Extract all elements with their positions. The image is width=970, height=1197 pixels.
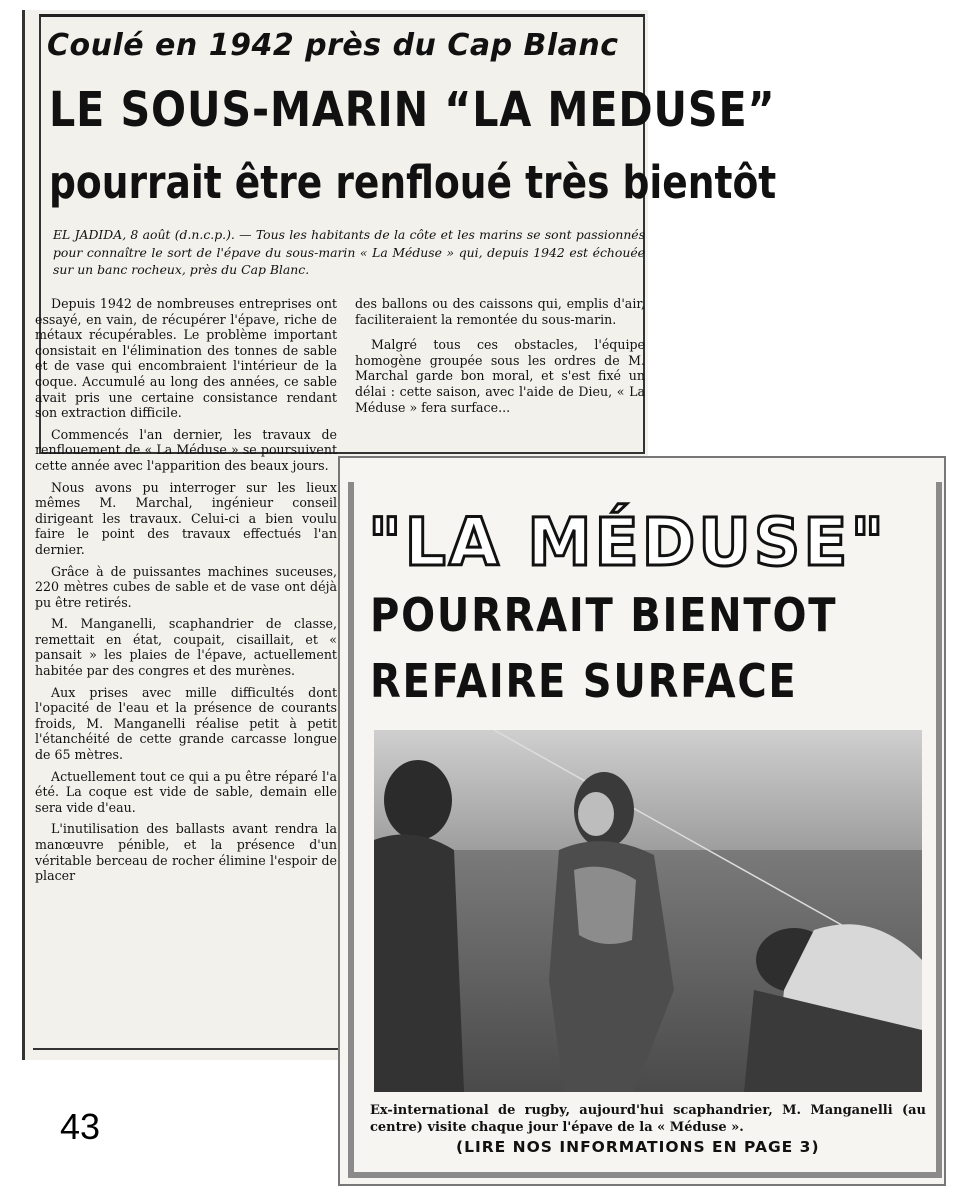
paragraph: des ballons ou des caissons qui, emplis d'air, faciliteraient la remontée du sous-marin. — [355, 296, 645, 327]
photo-illustration — [374, 730, 922, 1092]
column-divider — [33, 1048, 345, 1050]
article-lead: EL JADIDA, 8 août (d.n.c.p.). — Tous les habitants de la côte et les marins se sont passionnés pour connaître le sort de l'épave du sous-marin « La Méduse » qui, depuis 1942 est échouée sur un banc rocheux, près du Cap Blanc. — [53, 227, 645, 277]
article-subtitle-line1: POURRAIT BIENTOT — [370, 588, 838, 642]
paragraph: Malgré tous ces obstacles, l'équipe homogène groupée sous les ordres de M. Marchal garde bon moral, et s'est fixé un délai : cette saison, avec l'aide de Dieu, « La Méduse » fera surface... — [355, 337, 645, 415]
diver-photo — [374, 730, 922, 1092]
paragraph: L'inutilisation des ballasts avant rendra la manœuvre pénible, et la présence d'un véritable berceau de rocher élimine l'espoir de placer — [35, 821, 337, 884]
article-column-left — [35, 296, 337, 890]
paragraph: Aux prises avec mille difficultés dont l'opacité de l'eau et la présence de courants froids, M. Manganelli réalise petit à petit l'étanchéité de cette grande carcasse longue de 65 mètres. — [35, 684, 337, 763]
more-info-note: (LIRE NOS INFORMATIONS EN PAGE 3) — [456, 1138, 820, 1156]
article-kicker: Coulé en 1942 près du Cap Blanc — [47, 28, 619, 63]
article-subtitle-line2: REFAIRE SURFACE — [370, 654, 798, 708]
article-column-right — [355, 296, 645, 425]
photo-caption: Ex-international de rugby, aujourd'hui scaphandrier, M. Manganelli (au centre) visite chaque jour l'épave de la « Méduse ». — [370, 1103, 926, 1135]
paragraph: Commencés l'an dernier, les travaux de renflouement de « La Méduse » se poursuivent cette année avec l'apparition des beaux jours. — [35, 426, 337, 473]
article-headline-line1: LE SOUS-MARIN “LA MEDUSE” — [49, 82, 776, 138]
paragraph: M. Manganelli, scaphandrier de classe, remettait en état, coupait, cisaillait, et « pansait » les plaies de l'épave, actuellement habitée par des congres et des murènes. — [35, 616, 337, 679]
paragraph: Nous avons pu interroger sur les lieux mêmes M. Marchal, ingénieur conseil dirigeant les travaux. Celui-ci a bien voulu faire le point des travaux effectués l'an dernier. — [35, 479, 337, 557]
paragraph: Actuellement tout ce qui a pu être réparé l'a été. La coque est vide de sable, demain elle sera vide d'eau. — [35, 768, 337, 815]
article-title: "LA MÉDUSE" — [368, 504, 888, 581]
paragraph: Grâce à de puissantes machines suceuses, 220 mètres cubes de sable et de vase ont déjà pu être retirés. — [35, 563, 337, 610]
article-headline-line2: pourrait être renfloué très bientôt — [49, 156, 777, 209]
paragraph: Depuis 1942 de nombreuses entreprises ont essayé, en vain, de récupérer l'épave, riche de métaux récupérables. Le problème important consistait en l'élimination des tonnes de sable et de vase qui encombraient l'intérieur de la coque. Accumulé au long des années, ce sable avait pris une certaine consistance rendant son extraction difficile. — [35, 296, 337, 421]
page-number: 43 — [60, 1106, 101, 1147]
newspaper-clipping-2 — [338, 456, 946, 1186]
